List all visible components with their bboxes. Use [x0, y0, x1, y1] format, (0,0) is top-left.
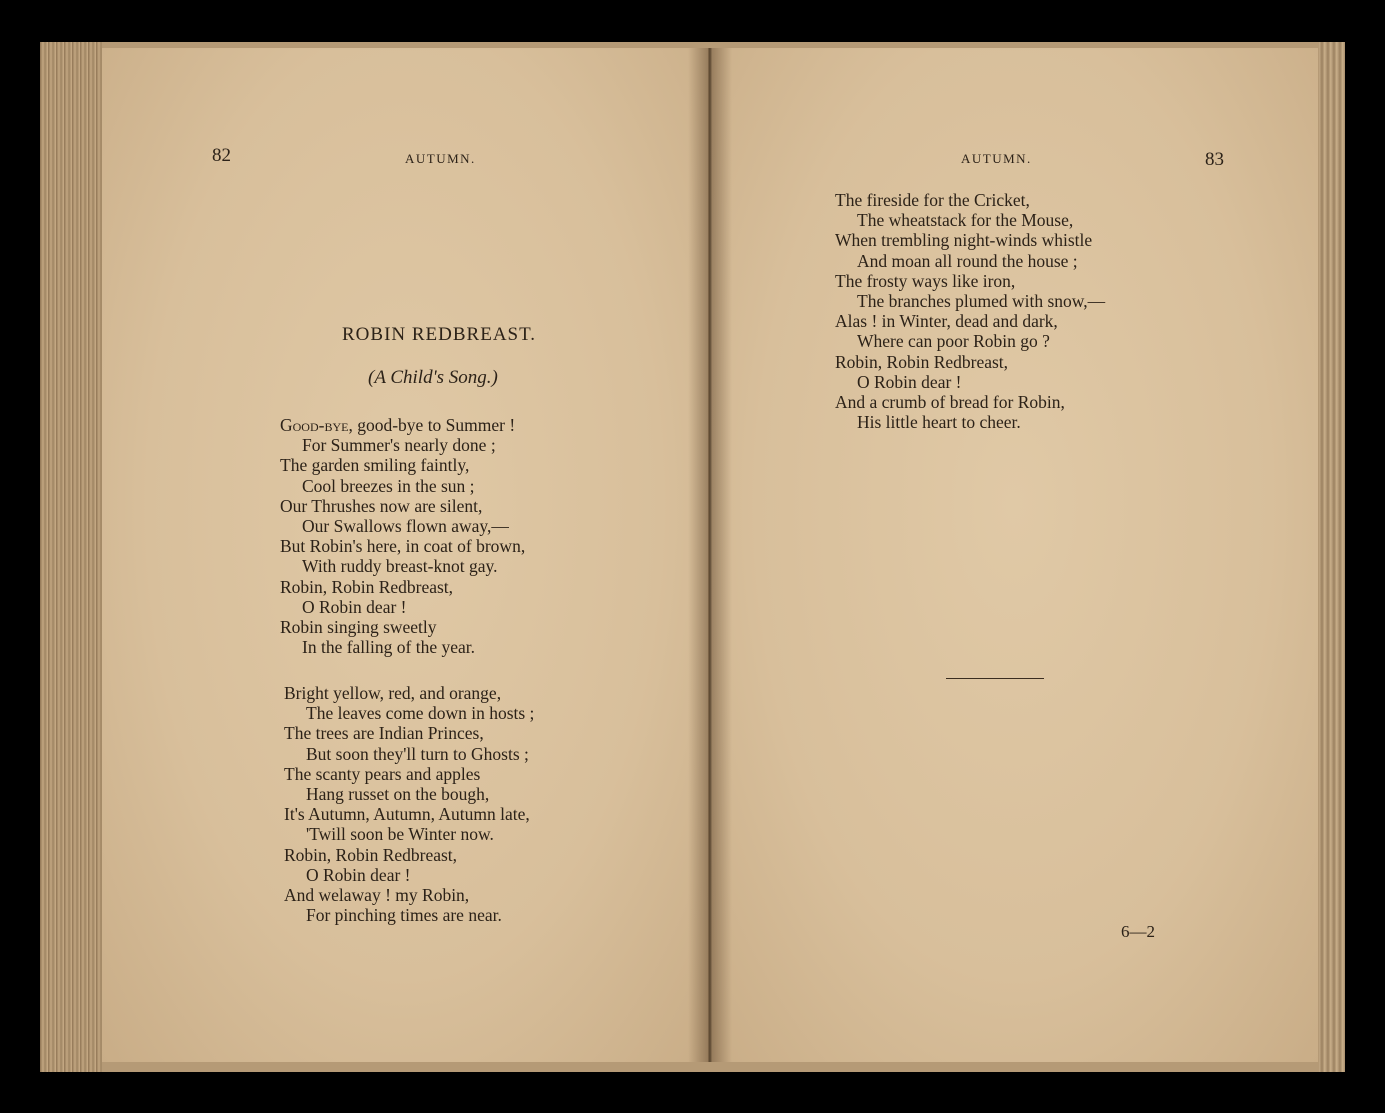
- stanza-2: [284, 683, 534, 925]
- poem-line: Robin, Robin Redbreast,: [284, 844, 458, 865]
- right-page: [710, 48, 1318, 1062]
- poem-line: The frosty ways like iron,: [835, 270, 1016, 291]
- poem-line: The wheatstack for the Mouse,: [857, 210, 1074, 231]
- poem-line: O Robin dear !: [857, 371, 962, 392]
- poem-line: O Robin dear !: [302, 596, 407, 617]
- poem-line: 'Twill soon be Winter now.: [306, 824, 494, 845]
- signature-mark: 6—2: [1121, 922, 1155, 941]
- poem-line: His little heart to cheer.: [857, 412, 1021, 433]
- poem-line: The leaves come down in hosts ;: [306, 703, 535, 724]
- open-book: [40, 42, 1345, 1072]
- poem-line: Hang russet on the bough,: [306, 784, 490, 805]
- poem-line: For Summer's nearly done ;: [302, 435, 496, 456]
- poem-line: Robin singing sweetly: [280, 617, 437, 638]
- poem-line: But Robin's here, in coat of brown,: [280, 536, 526, 557]
- poem-line: When trembling night-winds whistle: [835, 230, 1093, 251]
- poem-line: Alas ! in Winter, dead and dark,: [835, 311, 1058, 332]
- poem-line: Robin, Robin Redbreast,: [835, 351, 1009, 372]
- left-page: [102, 48, 708, 1062]
- section-divider: [946, 678, 1044, 679]
- poem-line: Our Swallows flown away,—: [302, 516, 509, 537]
- poem-line: It's Autumn, Autumn, Autumn late,: [284, 804, 530, 825]
- page-edges-left: [40, 42, 102, 1072]
- poem-line: And a crumb of bread for Robin,: [835, 392, 1065, 413]
- poem-line: For pinching times are near.: [306, 905, 502, 926]
- poem-line: Bright yellow, red, and orange,: [284, 683, 502, 703]
- stanza-3: [835, 190, 1105, 432]
- poem-line: The fireside for the Cricket,: [835, 190, 1030, 210]
- poem-line: The branches plumed with snow,—: [857, 291, 1106, 312]
- page-number-right: 83: [1205, 149, 1224, 170]
- poem-line: Good-bye, good-bye to Summer !: [280, 415, 516, 435]
- page-edges-right: [1319, 42, 1345, 1072]
- poem-line: The garden smiling faintly,: [280, 455, 470, 476]
- poem-subtitle: (A Child's Song.): [368, 367, 498, 388]
- poem-title: ROBIN REDBREAST.: [342, 324, 537, 345]
- poem-line: Our Thrushes now are silent,: [280, 495, 483, 516]
- poem-line: In the falling of the year.: [302, 637, 475, 658]
- poem-line: O Robin dear !: [306, 864, 411, 885]
- poem-line: And moan all round the house ;: [857, 250, 1078, 271]
- page-number-left: 82: [212, 145, 231, 166]
- poem-line: Where can poor Robin go ?: [857, 331, 1050, 352]
- poem-line: With ruddy breast-knot gay.: [302, 556, 498, 577]
- poem-line: But soon they'll turn to Ghosts ;: [306, 743, 529, 764]
- poem-line: The trees are Indian Princes,: [284, 723, 484, 744]
- poem-line: The scanty pears and apples: [284, 763, 481, 784]
- running-header-right: AUTUMN.: [961, 151, 1032, 166]
- poem-line: Robin, Robin Redbreast,: [280, 576, 454, 597]
- running-header-left: AUTUMN.: [405, 151, 476, 166]
- stanza-1: [280, 415, 525, 657]
- poem-line: And welaway ! my Robin,: [284, 885, 470, 906]
- book-gutter: [688, 48, 732, 1062]
- first-word: Good-bye,: [280, 415, 353, 435]
- poem-line: Cool breezes in the sun ;: [302, 475, 475, 496]
